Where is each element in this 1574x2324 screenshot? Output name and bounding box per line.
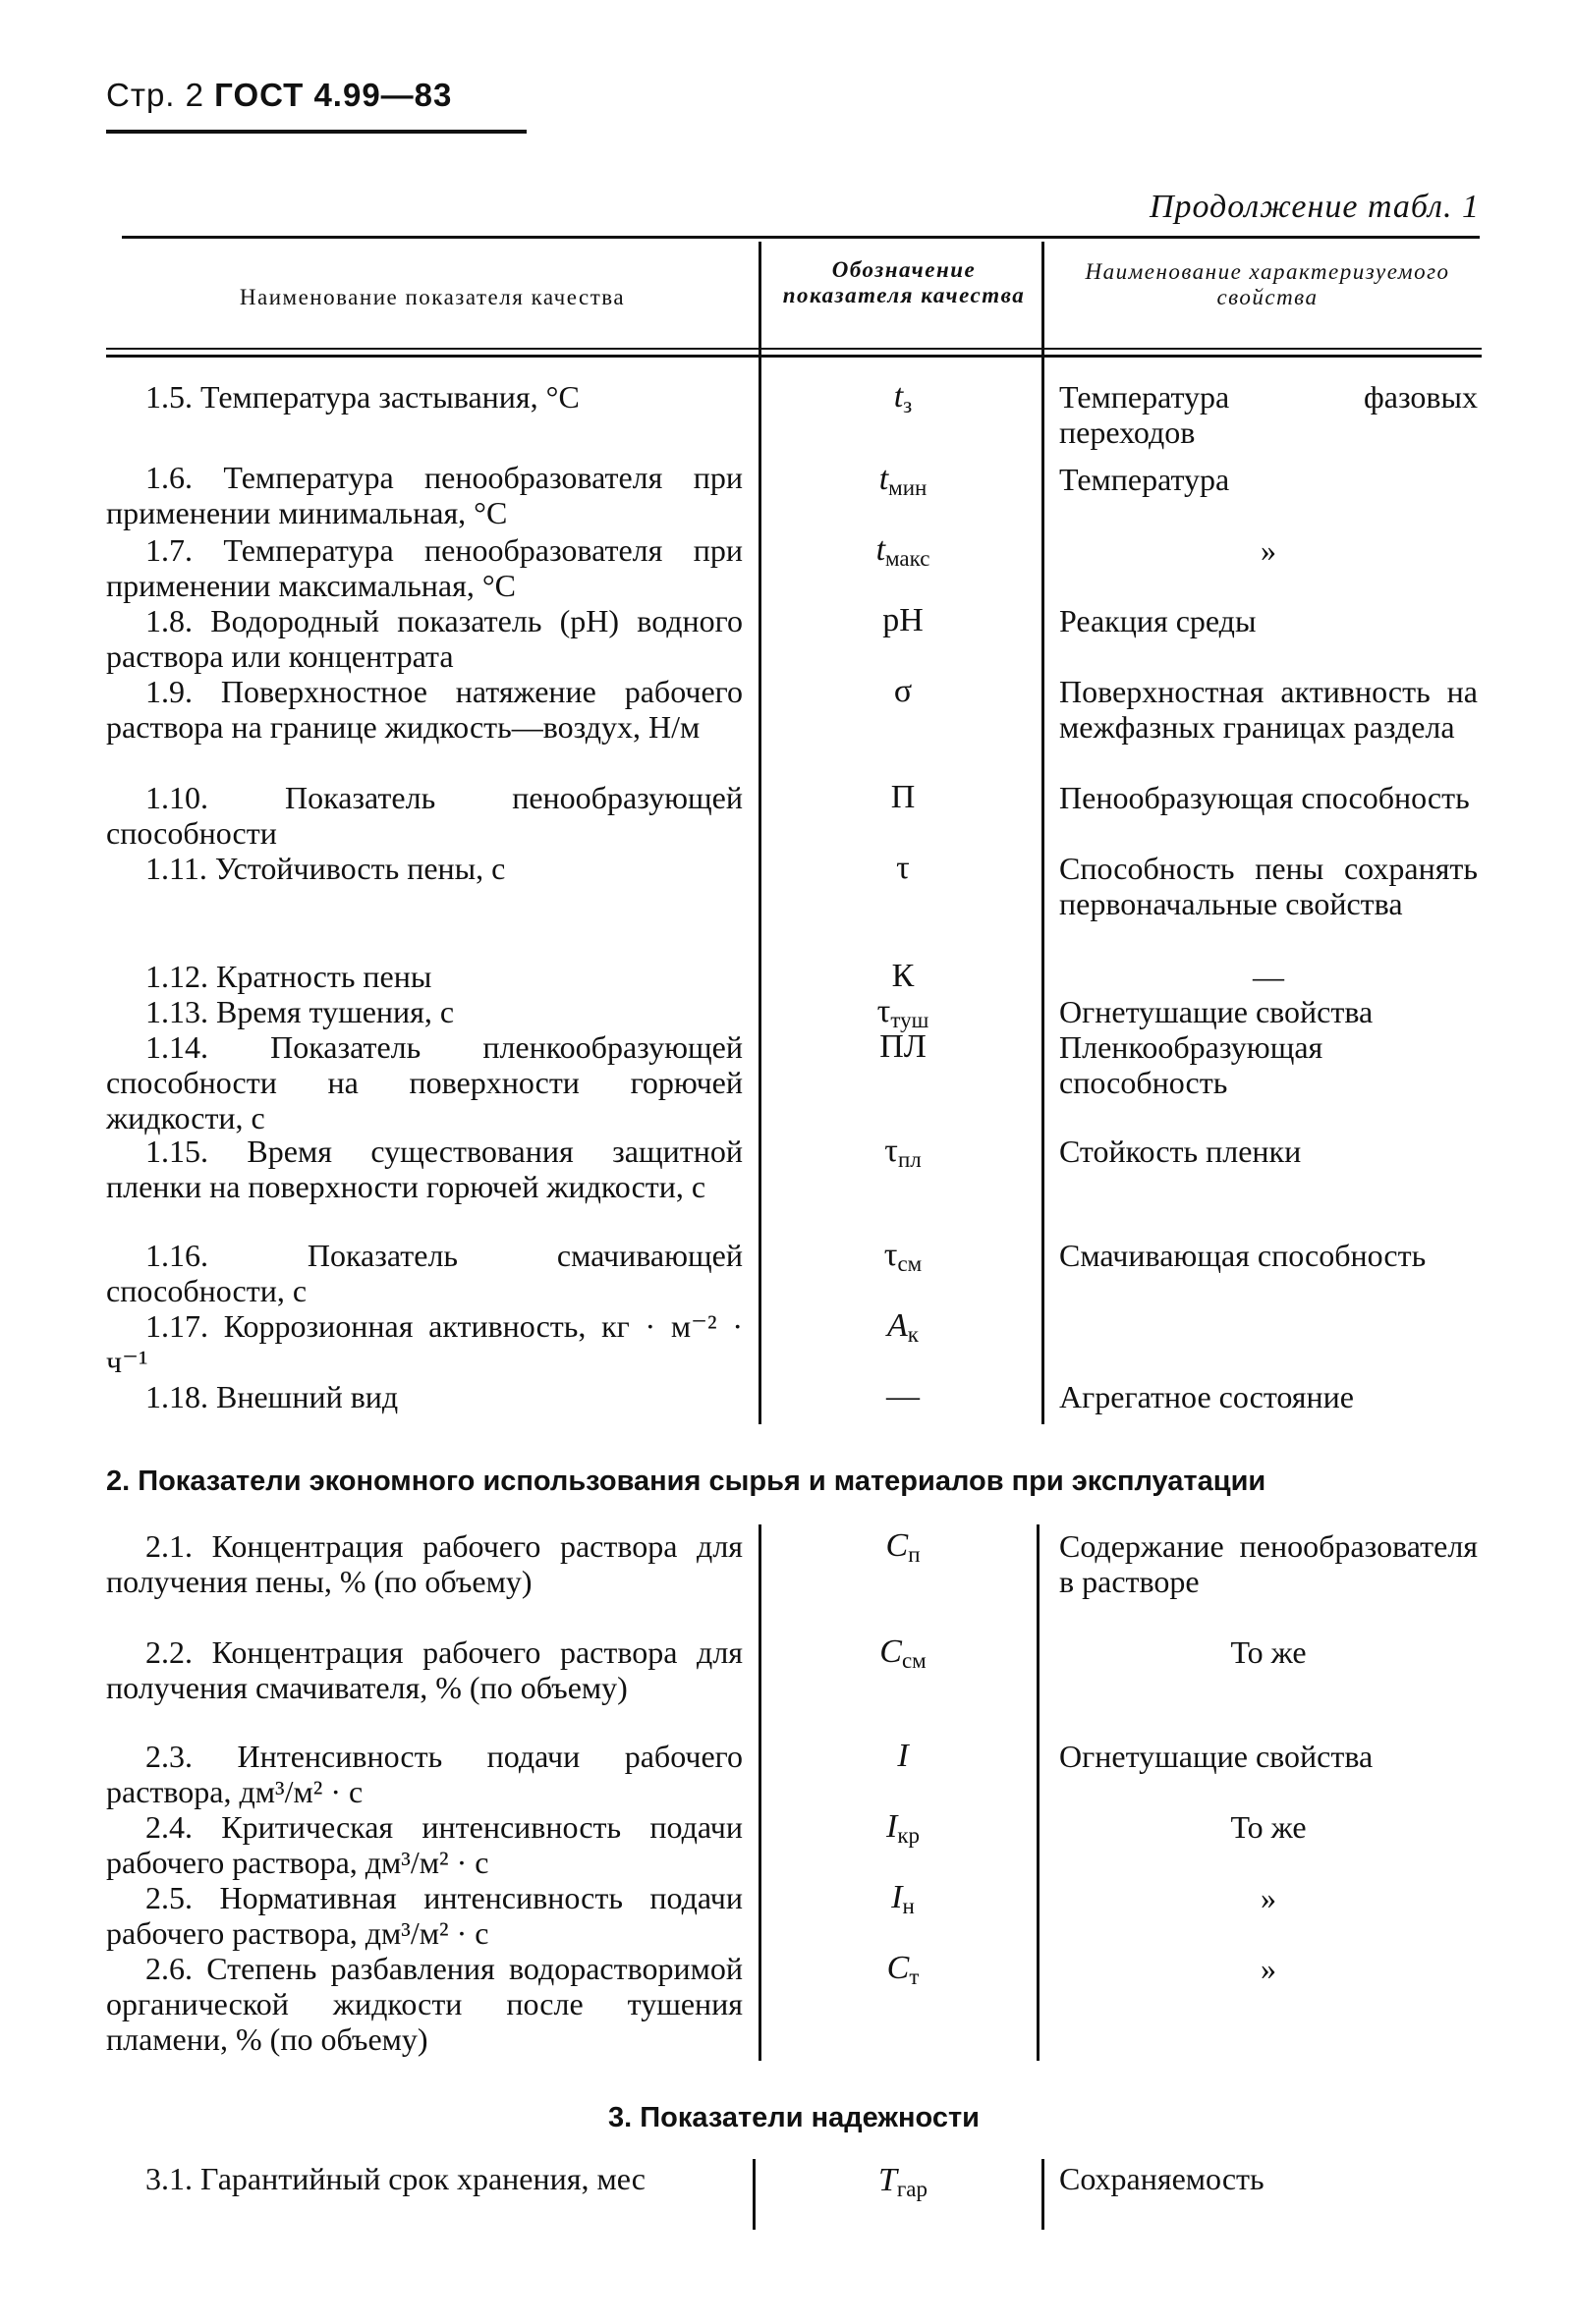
indicator-symbol-main: К xyxy=(891,958,915,994)
characterized-property: » xyxy=(1261,532,1276,568)
indicator-symbol xyxy=(772,603,1034,638)
indicator-name xyxy=(106,532,743,603)
column-divider-1 xyxy=(753,2159,756,2230)
characterized-property: Смачивающая способность xyxy=(1059,1238,1427,1273)
indicator-symbol-main: ПЛ xyxy=(879,1028,927,1065)
indicator-symbol xyxy=(772,780,1034,815)
indicator-name-text: 2.3. Интенсивность подачи рабочего раствора, дм³/м² · с xyxy=(106,1739,743,1809)
indicator-symbol-main: A xyxy=(887,1307,908,1344)
indicator-name xyxy=(106,603,743,674)
indicator-name xyxy=(106,1809,743,1880)
indicator-symbol-main: t xyxy=(893,378,904,415)
indicator-name-text: 1.5. Температура застывания, °С xyxy=(145,379,580,415)
indicator-symbol xyxy=(772,1308,1034,1353)
indicator-name xyxy=(106,2161,743,2196)
characterized-property: То же xyxy=(1230,1634,1307,1670)
indicator-name xyxy=(106,851,743,886)
indicator-name xyxy=(106,1951,743,2057)
indicator-symbol xyxy=(772,532,1034,577)
indicator-name xyxy=(106,994,743,1029)
indicator-name xyxy=(106,1880,743,1951)
indicator-name-text: 1.15. Время существования защитной пленки на поверхности горючей жидкости, с xyxy=(106,1134,743,1204)
indicator-symbol-subscript: т xyxy=(909,1964,920,1989)
column-divider-2 xyxy=(1041,242,1044,369)
characterized-property: — xyxy=(1253,959,1284,994)
indicator-name-text: 2.4. Критическая интенсивность подачи рабочего раствора, дм³/м² · с xyxy=(106,1809,743,1880)
column-header-property: Наименование характеризуемого свойства xyxy=(1085,259,1450,309)
characterized-property: Пленкообразующая способность xyxy=(1059,1029,1323,1100)
characterized-property: Огнетушащие свойства xyxy=(1059,1739,1374,1774)
indicator-name-text: 2.6. Степень разбавления водорастворимой органической жидкости после тушения пламени, % (по объему) xyxy=(106,1951,743,2057)
indicator-name-text: 2.2. Концентрация рабочего раствора для получения смачивателя, % (по объему) xyxy=(106,1634,743,1705)
column-divider-2 xyxy=(1041,358,1044,1424)
section-3-title: 3. Показатели надежности xyxy=(608,2102,980,2133)
indicator-symbol-subscript: кр xyxy=(897,1823,920,1848)
indicator-symbol xyxy=(772,1238,1034,1282)
indicator-name xyxy=(106,1379,743,1414)
indicator-symbol-subscript: пл xyxy=(897,1147,922,1172)
indicator-symbol-main: τ xyxy=(876,993,891,1029)
indicator-name-text: 1.16. Показатель смачивающей способности, с xyxy=(106,1238,743,1308)
indicator-name-text: 1.17. Коррозионная активность, кг · м⁻² · ч⁻¹ xyxy=(106,1308,743,1379)
indicator-name-text: 1.18. Внешний вид xyxy=(145,1379,399,1414)
indicator-name xyxy=(106,780,743,851)
indicator-name-text: 1.12. Кратность пены xyxy=(145,959,432,994)
indicator-name-text: 1.14. Показатель пленкообразующей способности на поверхности горючей жидкости, с xyxy=(106,1029,743,1135)
page-header xyxy=(106,77,452,114)
indicator-name xyxy=(106,959,743,994)
column-divider-1 xyxy=(759,1524,761,2061)
indicator-symbol-main: T xyxy=(877,2162,897,2198)
column-divider-1 xyxy=(759,242,761,369)
indicator-name xyxy=(106,674,743,745)
section-2-title: 2. Показатели экономного использования сырья и материалов при эксплуатации xyxy=(106,1466,1266,1497)
characterized-property: » xyxy=(1261,1951,1276,1986)
indicator-symbol-subscript: см xyxy=(897,1251,923,1276)
characterized-property: » xyxy=(1261,1880,1276,1915)
indicator-name-text: 1.10. Показатель пенообразующей способности xyxy=(106,780,743,851)
indicator-symbol xyxy=(772,1634,1034,1679)
indicator-symbol xyxy=(772,959,1034,994)
indicator-name xyxy=(106,1029,743,1135)
indicator-symbol-subscript: н xyxy=(902,1894,915,1918)
indicator-symbol-main: pH xyxy=(882,602,924,638)
indicator-symbol-main: τ xyxy=(896,850,910,886)
indicator-symbol-main: σ xyxy=(893,673,913,709)
indicator-symbol-subscript: см xyxy=(901,1648,927,1673)
column-divider-1 xyxy=(759,358,761,1424)
characterized-property: То же xyxy=(1230,1809,1307,1845)
characterized-property: Температура xyxy=(1059,462,1230,497)
indicator-symbol-main: П xyxy=(890,779,916,815)
characterized-property: Агрегатное состояние xyxy=(1059,1379,1354,1414)
indicator-symbol-main: — xyxy=(886,1378,920,1414)
indicator-name xyxy=(106,1634,743,1705)
indicator-symbol-subscript: к xyxy=(907,1322,919,1347)
indicator-symbol-main: τ xyxy=(884,1133,898,1169)
indicator-symbol xyxy=(772,1134,1034,1178)
indicator-name xyxy=(106,1739,743,1809)
indicator-symbol-main: t xyxy=(878,461,889,497)
indicator-symbol xyxy=(772,2163,1034,2207)
table-head-rule-1 xyxy=(106,348,1482,350)
characterized-property: Сохраняемость xyxy=(1059,2161,1265,2196)
indicator-symbol-subscript: п xyxy=(908,1542,921,1567)
table-continuation-label: Продолжение табл. 1 xyxy=(1149,189,1480,225)
indicator-name-text: 1.9. Поверхностное натяжение рабочего раствора на границе жидкость—воздух, Н/м xyxy=(106,674,743,745)
indicator-name-text: 1.7. Температура пенообразователя при применении максимальная, °С xyxy=(106,532,743,603)
characterized-property: Температура фазовых переходов xyxy=(1059,379,1478,450)
indicator-symbol-main: C xyxy=(885,1527,909,1564)
page-number: Стр. 2 xyxy=(106,77,204,113)
indicator-name-text: 1.6. Температура пенообразователя при применении минимальная, °С xyxy=(106,460,743,530)
header-underline xyxy=(106,130,527,134)
indicator-symbol-subscript: мин xyxy=(888,475,928,500)
characterized-property: Пенообразующая способность xyxy=(1059,780,1470,815)
indicator-name xyxy=(106,379,743,415)
indicator-name xyxy=(106,460,743,530)
indicator-name-text: 1.11. Устойчивость пены, с xyxy=(145,851,506,886)
characterized-property: Огнетушащие свойства xyxy=(1059,994,1374,1029)
column-header-symbol: Обозначение показателя качества xyxy=(782,257,1026,307)
indicator-symbol-main: C xyxy=(879,1633,902,1670)
indicator-symbol xyxy=(772,1880,1034,1924)
indicator-name-text: 1.13. Время тушения, с xyxy=(145,994,455,1029)
indicator-symbol xyxy=(772,1739,1034,1774)
document-id: ГОСТ 4.99—83 xyxy=(214,77,453,113)
indicator-name xyxy=(106,1528,743,1599)
indicator-symbol xyxy=(772,851,1034,886)
indicator-name-text: 2.1. Концентрация рабочего раствора для получения пены, % (по объему) xyxy=(106,1528,743,1599)
table-head-rule-2 xyxy=(106,355,1482,358)
indicator-name-text: 2.5. Нормативная интенсивность подачи рабочего раствора, дм³/м² · с xyxy=(106,1880,743,1951)
indicator-name xyxy=(106,1134,743,1204)
indicator-symbol-subscript: з xyxy=(903,393,913,417)
indicator-symbol xyxy=(772,462,1034,506)
characterized-property: Способность пены сохранять первоначальные свойства xyxy=(1059,851,1478,921)
characterized-property: Содержание пенообразователя в растворе xyxy=(1059,1528,1478,1599)
column-divider-2 xyxy=(1041,2159,1044,2230)
indicator-symbol-subscript: макс xyxy=(885,546,930,571)
indicator-symbol xyxy=(772,1528,1034,1573)
indicator-symbol-main: I xyxy=(891,1879,903,1915)
column-divider-2 xyxy=(1037,1524,1040,2061)
indicator-symbol-main: I xyxy=(897,1738,909,1774)
indicator-symbol xyxy=(772,1029,1034,1065)
indicator-symbol-subscript: гар xyxy=(896,2177,928,2201)
indicator-symbol-main: t xyxy=(875,531,886,568)
indicator-symbol-subscript: туш xyxy=(890,1008,929,1032)
indicator-name xyxy=(106,1308,743,1379)
characterized-property: Поверхностная активность на межфазных границах раздела xyxy=(1059,674,1478,745)
characterized-property: Стойкость пленки xyxy=(1059,1134,1302,1169)
indicator-symbol-main: I xyxy=(885,1808,898,1845)
indicator-name-text: 1.8. Водородный показатель (pH) водного раствора или концентрата xyxy=(106,603,743,674)
indicator-symbol-main: τ xyxy=(883,1237,898,1273)
indicator-symbol xyxy=(772,379,1034,423)
column-header-name: Наименование показателя качества xyxy=(239,285,626,309)
indicator-name xyxy=(106,1238,743,1308)
indicator-symbol xyxy=(772,674,1034,709)
table-top-rule xyxy=(122,236,1480,239)
indicator-symbol xyxy=(772,1379,1034,1414)
characterized-property: Реакция среды xyxy=(1059,603,1257,638)
indicator-symbol-main: C xyxy=(886,1950,910,1986)
indicator-name-text: 3.1. Гарантийный срок хранения, мес xyxy=(145,2161,646,2196)
indicator-symbol xyxy=(772,1809,1034,1854)
indicator-symbol xyxy=(772,1951,1034,1995)
